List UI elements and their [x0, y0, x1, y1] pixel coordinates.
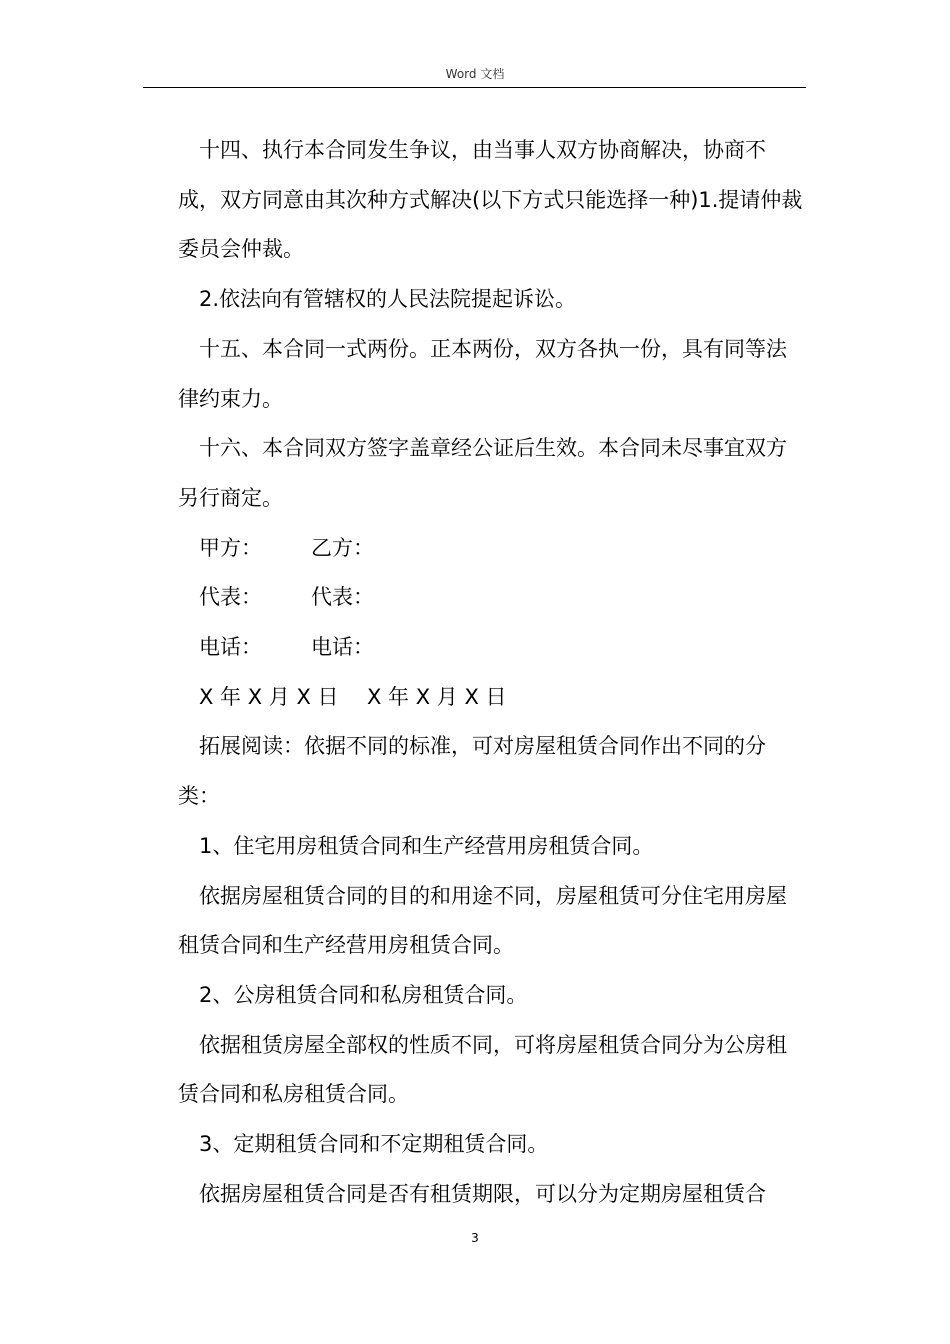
paragraph-clause-15: 十五、本合同一式两份。正本两份，双方各执一份，具有同等法律约束力。 — [178, 336, 787, 411]
paragraph-type-1-body: 依据房屋租赁合同的目的和用途不同，房屋租赁可分住宅用房屋租赁合同和生产经营用房租赁合同。 — [178, 883, 787, 958]
document-body — [178, 126, 806, 1219]
paragraph-clause-16: 十六、本合同双方签字盖章经公证后生效。本合同未尽事宜双方另行商定。 — [178, 436, 787, 510]
party-b-label: 乙方： — [311, 535, 374, 560]
paragraph-litigation: 2.依法向有管辖权的人民法院提起诉讼。 — [199, 287, 577, 312]
signature-date-row — [178, 673, 806, 723]
party-a-label: 甲方： — [199, 535, 262, 560]
phone-b-label: 电话： — [311, 635, 374, 660]
paragraph-type-2-heading: 2、公房租赁合同和私房租赁合同。 — [199, 982, 528, 1007]
signature-phone-row — [178, 623, 806, 673]
paragraph-type-1-heading: 1、住宅用房租赁合同和生产经营用房租赁合同。 — [199, 833, 654, 858]
signature-representative-row — [178, 573, 806, 623]
header-divider — [143, 87, 806, 88]
paragraph-type-2-body: 依据租赁房屋全部权的性质不同，可将房屋租赁合同分为公房租赁合同和私房租赁合同。 — [178, 1032, 787, 1107]
rep-b-label: 代表： — [311, 585, 374, 610]
rep-a-label: 代表： — [199, 585, 262, 610]
page-number: 3 — [471, 1231, 479, 1245]
paragraph-type-3-body: 依据房屋租赁合同是否有租赁期限，可以分为定期房屋租赁合 — [199, 1181, 766, 1206]
signature-party-row — [178, 524, 806, 574]
paragraph-extended-reading: 拓展阅读：依据不同的标准，可对房屋租赁合同作出不同的分类： — [178, 734, 766, 809]
date-a: X 年 X 月 X 日 — [199, 684, 339, 709]
paragraph-clause-14: 十四、执行本合同发生争议，由当事人双方协商解决，协商不成，双方同意由其次种方式解决(以下方式只能选择一种)1.提请仲裁委员会仲裁。 — [178, 138, 803, 262]
paragraph-type-3-heading: 3、定期租赁合同和不定期租赁合同。 — [199, 1132, 549, 1157]
date-b: X 年 X 月 X 日 — [367, 684, 507, 709]
header-title: Word 文档 — [445, 67, 505, 81]
phone-a-label: 电话： — [199, 635, 262, 660]
